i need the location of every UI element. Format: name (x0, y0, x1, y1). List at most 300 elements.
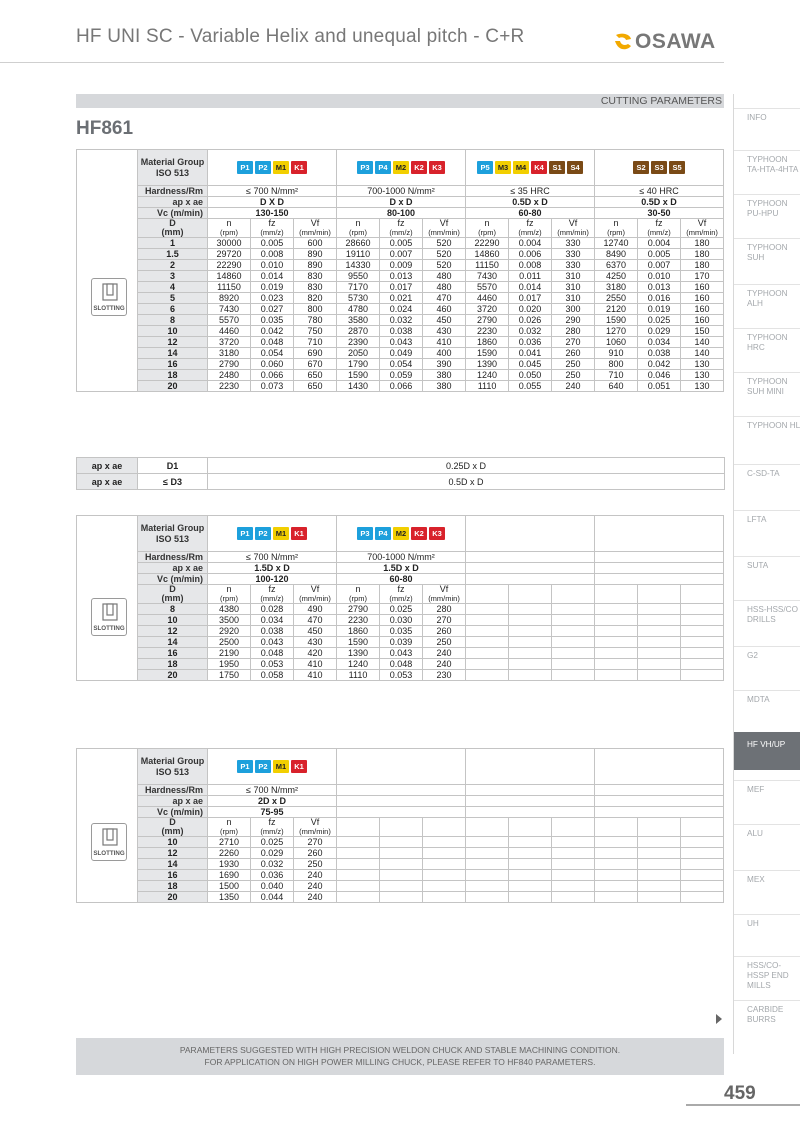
value-cell (380, 881, 423, 892)
param-header (337, 818, 380, 837)
value-cell: 0.048 (251, 337, 294, 348)
diameter-cell: 5 (138, 293, 208, 304)
vf-unit: (mm/min) (299, 594, 331, 603)
vf-label: Vf (697, 218, 707, 228)
hardness-row-cell (466, 552, 595, 563)
param-header (595, 585, 638, 604)
vc-row-cell: 80-100 (337, 208, 466, 219)
value-cell (595, 648, 638, 659)
value-cell (552, 859, 595, 870)
value-cell: 0.004 (638, 238, 681, 249)
fz-unit: (mm/z) (518, 228, 542, 237)
value-cell: 0.044 (251, 892, 294, 903)
page-rule (686, 1104, 800, 1106)
value-cell (595, 881, 638, 892)
param-header (509, 219, 552, 238)
n-unit: (rpm) (220, 594, 238, 603)
fz-unit: (mm/z) (647, 228, 671, 237)
d-unit: (mm) (161, 593, 184, 603)
value-cell: 0.029 (638, 326, 681, 337)
vc-row-cell: 75-95 (208, 807, 337, 818)
param-header (552, 585, 595, 604)
value-cell: 9550 (337, 271, 380, 282)
material-badge: P1 (237, 527, 253, 540)
value-cell: 1430 (337, 381, 380, 392)
value-cell: 0.042 (251, 326, 294, 337)
value-cell: 800 (294, 304, 337, 315)
diameter-cell: 1.5 (138, 249, 208, 260)
value-cell (638, 615, 681, 626)
value-cell: 3720 (466, 304, 509, 315)
value-cell: 0.048 (251, 648, 294, 659)
material-group-label (138, 150, 208, 186)
vc-row-cell (466, 574, 595, 585)
sidebar-nav (733, 94, 800, 1054)
value-cell (638, 659, 681, 670)
value-cell (509, 626, 552, 637)
value-cell: 430 (294, 637, 337, 648)
param-header (509, 585, 552, 604)
value-cell: 0.055 (509, 381, 552, 392)
data-row (77, 293, 724, 304)
value-cell: 1110 (466, 381, 509, 392)
value-cell (552, 870, 595, 881)
value-cell: 1240 (466, 370, 509, 381)
value-cell: 4460 (466, 293, 509, 304)
value-cell: 0.011 (509, 271, 552, 282)
value-cell: 0.042 (638, 359, 681, 370)
value-cell: 2550 (595, 293, 638, 304)
apae-row-cell (337, 796, 466, 807)
value-cell: 11150 (208, 282, 251, 293)
value-cell: 1590 (337, 370, 380, 381)
value-cell: 480 (423, 271, 466, 282)
material-badge: K2 (411, 161, 427, 174)
sidebar-item[interactable]: TYPHOON ALH (734, 284, 800, 324)
value-cell (681, 670, 724, 681)
vc-row (77, 208, 724, 219)
material-badge: K2 (411, 527, 427, 540)
value-cell: 7170 (337, 282, 380, 293)
value-cell: 0.049 (380, 348, 423, 359)
value-cell: 29720 (208, 249, 251, 260)
param-header (552, 818, 595, 837)
value-cell: 410 (294, 670, 337, 681)
value-cell: 520 (423, 260, 466, 271)
value-cell: 0.024 (380, 304, 423, 315)
value-cell (638, 837, 681, 848)
value-cell (380, 870, 423, 881)
value-cell (681, 659, 724, 670)
value-cell (552, 670, 595, 681)
value-cell (466, 881, 509, 892)
diameter-cell: 14 (138, 637, 208, 648)
hardness-row-cell (595, 785, 724, 796)
slotting-tool-icon (102, 828, 118, 846)
param-header (380, 818, 423, 837)
data-row (77, 837, 724, 848)
value-cell: 420 (294, 648, 337, 659)
n-label: n (355, 584, 361, 594)
data-row (77, 315, 724, 326)
sidebar-item[interactable]: HSS-HSS/CO DRILLS (734, 600, 800, 640)
param-header (466, 585, 509, 604)
value-cell (681, 637, 724, 648)
value-cell: 8920 (208, 293, 251, 304)
material-group-cell (595, 150, 724, 186)
n-label: n (613, 218, 619, 228)
param-header (294, 219, 337, 238)
material-badge: K3 (429, 527, 445, 540)
value-cell (638, 604, 681, 615)
value-cell: 2790 (466, 315, 509, 326)
vf-label: Vf (439, 218, 449, 228)
apae-value: 0.25D x D (208, 458, 725, 474)
sidebar-item[interactable]: LFTA (734, 510, 800, 550)
data-row (77, 670, 724, 681)
value-cell (509, 670, 552, 681)
brand-name: OSAWA (635, 30, 716, 53)
value-cell (552, 648, 595, 659)
value-cell: 250 (423, 637, 466, 648)
sidebar-item[interactable]: G2 (734, 646, 800, 686)
param-header (638, 585, 681, 604)
value-cell: 260 (423, 626, 466, 637)
data-row (77, 348, 724, 359)
diameter-cell: 4 (138, 282, 208, 293)
value-cell: 3720 (208, 337, 251, 348)
hardness-row-label: Hardness/Rm (138, 785, 208, 796)
sidebar-item[interactable]: HF VH/UP (734, 732, 800, 770)
fz-label: fz (268, 218, 276, 228)
diameter-cell: 16 (138, 648, 208, 659)
value-cell: 270 (294, 837, 337, 848)
value-cell: 0.014 (509, 282, 552, 293)
value-cell: 0.013 (638, 282, 681, 293)
hardness-row-cell: ≤ 35 HRC (466, 186, 595, 197)
value-cell: 0.043 (251, 637, 294, 648)
apae-row-1 (77, 458, 725, 474)
slotting-label: SLOTTING (93, 305, 125, 312)
value-cell: 1060 (595, 337, 638, 348)
data-row (77, 859, 724, 870)
slotting-icon (91, 278, 127, 316)
param-header (251, 818, 294, 837)
value-cell: 310 (552, 282, 595, 293)
value-cell: 19110 (337, 249, 380, 260)
value-cell: 380 (423, 381, 466, 392)
brand-logo (612, 30, 716, 54)
value-cell (466, 870, 509, 881)
material-group-label-1: Material Group (140, 156, 205, 167)
diameter-cell: 18 (138, 659, 208, 670)
value-cell: 0.020 (509, 304, 552, 315)
value-cell: 0.025 (251, 837, 294, 848)
value-cell (466, 637, 509, 648)
sidebar-item[interactable]: TYPHOON HL (734, 416, 800, 456)
param-header (208, 219, 251, 238)
value-cell (509, 648, 552, 659)
value-cell (552, 659, 595, 670)
value-cell (466, 670, 509, 681)
value-cell (681, 848, 724, 859)
value-cell: 0.058 (251, 670, 294, 681)
value-cell: 0.034 (251, 615, 294, 626)
param-header (681, 585, 724, 604)
value-cell: 7430 (466, 271, 509, 282)
hardness-row (77, 186, 724, 197)
vf-label: Vf (310, 218, 320, 228)
data-row (77, 249, 724, 260)
diameter-cell: 3 (138, 271, 208, 282)
value-cell (423, 870, 466, 881)
diameter-cell: 14 (138, 859, 208, 870)
material-group-row (77, 749, 724, 785)
value-cell: 2790 (208, 359, 251, 370)
n-label: n (226, 218, 232, 228)
sidebar-item[interactable]: MEF (734, 780, 800, 820)
value-cell: 0.005 (380, 238, 423, 249)
value-cell (681, 648, 724, 659)
value-cell: 3180 (208, 348, 251, 359)
param-header (294, 585, 337, 604)
value-cell: 14330 (337, 260, 380, 271)
value-cell: 0.048 (380, 659, 423, 670)
n-label: n (226, 817, 232, 827)
diameter-cell: 8 (138, 315, 208, 326)
value-cell: 520 (423, 238, 466, 249)
fz-label: fz (397, 584, 405, 594)
value-cell: 410 (294, 659, 337, 670)
material-badge: P2 (255, 760, 271, 773)
apae-row-cell: 1.5D x D (337, 563, 466, 574)
value-cell (552, 604, 595, 615)
value-cell: 8490 (595, 249, 638, 260)
apae-label: ap x ae (77, 474, 138, 490)
value-cell: 0.014 (251, 271, 294, 282)
value-cell: 2190 (208, 648, 251, 659)
value-cell: 330 (552, 260, 595, 271)
value-cell (552, 848, 595, 859)
value-cell: 0.038 (251, 626, 294, 637)
hardness-row-label: Hardness/Rm (138, 186, 208, 197)
fz-label: fz (655, 218, 663, 228)
material-group-cell (466, 516, 595, 552)
value-cell: 650 (294, 381, 337, 392)
param-header (423, 585, 466, 604)
value-cell: 0.032 (509, 326, 552, 337)
value-cell: 240 (294, 892, 337, 903)
header-rule (0, 62, 724, 63)
hardness-row-cell: 700-1000 N/mm² (337, 552, 466, 563)
value-cell (337, 848, 380, 859)
value-cell (466, 892, 509, 903)
sidebar-item[interactable]: HSS/CO-HSSP END MILLS (734, 956, 800, 996)
value-cell (337, 881, 380, 892)
apae-table (76, 457, 725, 490)
sidebar-item[interactable]: INFO (734, 108, 800, 148)
value-cell: 300 (552, 304, 595, 315)
value-cell: 0.041 (509, 348, 552, 359)
value-cell: 450 (294, 626, 337, 637)
value-cell: 0.026 (509, 315, 552, 326)
sidebar-item[interactable]: MDTA (734, 690, 800, 730)
fz-unit: (mm/z) (389, 228, 413, 237)
sidebar-item[interactable]: ALU (734, 824, 800, 864)
sidebar-item[interactable]: TYPHOON TA-HTA-4HTA (734, 150, 800, 190)
value-cell (681, 626, 724, 637)
sidebar-item[interactable]: CARBIDE BURRS (734, 1000, 800, 1040)
sidebar-item[interactable]: TYPHOON SUH (734, 238, 800, 278)
apae-row-cell: 1.5D x D (208, 563, 337, 574)
value-cell: 1930 (208, 859, 251, 870)
sidebar-item[interactable]: C-SD-TA (734, 464, 800, 504)
value-cell: 780 (294, 315, 337, 326)
apae-row (77, 563, 724, 574)
n-label: n (226, 584, 232, 594)
value-cell: 470 (294, 615, 337, 626)
data-row (77, 381, 724, 392)
data-row (77, 370, 724, 381)
value-cell: 5570 (208, 315, 251, 326)
value-cell: 160 (681, 282, 724, 293)
hardness-row-cell (466, 785, 595, 796)
sidebar-item[interactable]: MEX (734, 870, 800, 910)
value-cell (681, 615, 724, 626)
value-cell (595, 615, 638, 626)
value-cell (423, 837, 466, 848)
vc-row-cell: 60-80 (337, 574, 466, 585)
d-label: D (169, 218, 176, 228)
value-cell: 0.007 (638, 260, 681, 271)
vf-label: Vf (568, 218, 578, 228)
value-cell: 0.036 (251, 870, 294, 881)
param-header (337, 585, 380, 604)
diameter-cell: 1 (138, 238, 208, 249)
material-badge: M4 (513, 161, 529, 174)
cutting-table-2 (76, 515, 724, 681)
vf-label: Vf (439, 584, 449, 594)
value-cell: 2480 (208, 370, 251, 381)
value-cell: 710 (294, 337, 337, 348)
param-header (380, 219, 423, 238)
value-cell: 450 (423, 315, 466, 326)
diameter-cell: 16 (138, 870, 208, 881)
data-row (77, 337, 724, 348)
hardness-row-cell: ≤ 40 HRC (595, 186, 724, 197)
value-cell (466, 837, 509, 848)
material-badge: M2 (393, 527, 409, 540)
sidebar-item[interactable]: UH (734, 914, 800, 954)
section-label: CUTTING PARAMETERS (600, 95, 722, 107)
column-header-row (77, 585, 724, 604)
vc-row-label: Vc (m/min) (138, 574, 208, 585)
d-header (138, 818, 208, 837)
d-unit: (mm) (161, 826, 184, 836)
value-cell (423, 859, 466, 870)
hardness-row-cell (337, 785, 466, 796)
value-cell: 0.043 (380, 337, 423, 348)
material-group-cell (595, 749, 724, 785)
value-cell: 250 (552, 370, 595, 381)
param-header (595, 818, 638, 837)
sidebar-item[interactable]: TYPHOON HRC (734, 328, 800, 368)
material-badge: K1 (291, 760, 307, 773)
material-group-cell (337, 150, 466, 186)
value-cell (380, 848, 423, 859)
d-header (138, 585, 208, 604)
value-cell (380, 837, 423, 848)
value-cell (509, 637, 552, 648)
value-cell (509, 892, 552, 903)
value-cell: 0.019 (638, 304, 681, 315)
fz-unit: (mm/z) (389, 594, 413, 603)
value-cell: 0.038 (638, 348, 681, 359)
value-cell: 820 (294, 293, 337, 304)
value-cell (595, 604, 638, 615)
material-group-cell (337, 749, 466, 785)
param-header (681, 818, 724, 837)
material-group-cell (208, 749, 337, 785)
value-cell: 380 (423, 370, 466, 381)
footer-line-2: FOR APPLICATION ON HIGH POWER MILLING CHUCK, PLEASE REFER TO HF840 PARAMETERS. (204, 1057, 596, 1067)
value-cell: 0.025 (638, 315, 681, 326)
fz-label: fz (268, 584, 276, 594)
n-unit: (rpm) (607, 228, 625, 237)
value-cell: 130 (681, 381, 724, 392)
data-row (77, 881, 724, 892)
material-badge: P3 (357, 527, 373, 540)
value-cell: 0.034 (638, 337, 681, 348)
fz-label: fz (526, 218, 534, 228)
sidebar-item[interactable]: TYPHOON SUH MINI (734, 372, 800, 412)
next-arrow-icon[interactable] (716, 1014, 722, 1024)
value-cell (466, 615, 509, 626)
material-group-label (138, 749, 208, 785)
value-cell: 270 (552, 337, 595, 348)
material-group-row (77, 516, 724, 552)
material-group-row (77, 150, 724, 186)
value-cell: 6370 (595, 260, 638, 271)
material-badge: M2 (393, 161, 409, 174)
value-cell: 260 (552, 348, 595, 359)
sidebar-item[interactable]: SUTA (734, 556, 800, 596)
value-cell (380, 892, 423, 903)
sidebar-item[interactable]: TYPHOON PU-HPU (734, 194, 800, 234)
value-cell (638, 670, 681, 681)
value-cell (423, 881, 466, 892)
material-badge: K1 (291, 161, 307, 174)
value-cell: 0.053 (251, 659, 294, 670)
footer-line-1: PARAMETERS SUGGESTED WITH HIGH PRECISION WELDON CHUCK AND STABLE MACHINING CONDITION. (179, 1045, 621, 1055)
apae-row-cell (595, 563, 724, 574)
param-header (208, 585, 251, 604)
apae-row-cell (466, 796, 595, 807)
value-cell: 330 (552, 238, 595, 249)
apae-row-cell (595, 796, 724, 807)
param-header (638, 219, 681, 238)
value-cell: 0.010 (638, 271, 681, 282)
value-cell: 2710 (208, 837, 251, 848)
material-badge: P4 (375, 161, 391, 174)
apae-row-cell: D x D (337, 197, 466, 208)
value-cell: 160 (681, 293, 724, 304)
d-unit: (mm) (161, 227, 184, 237)
value-cell: 890 (294, 249, 337, 260)
data-row (77, 271, 724, 282)
value-cell: 0.066 (251, 370, 294, 381)
value-cell: 410 (423, 337, 466, 348)
